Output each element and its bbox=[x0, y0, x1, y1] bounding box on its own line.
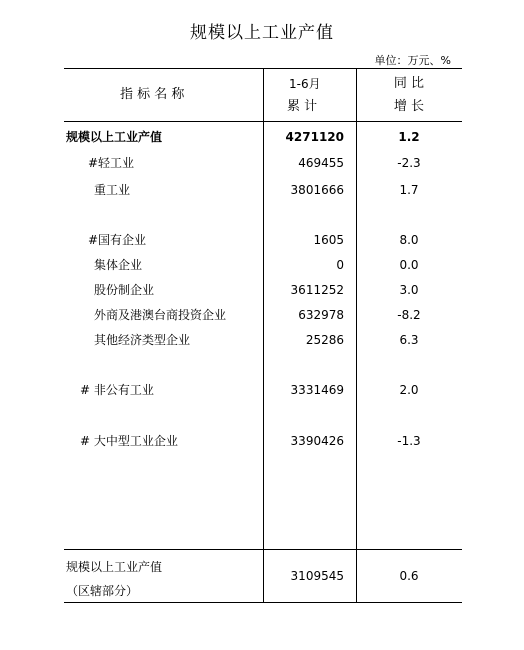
row-label: 集体企业 bbox=[94, 258, 143, 272]
unit-label: 单位：万元、% bbox=[374, 54, 451, 67]
column-divider-2 bbox=[356, 68, 357, 602]
row-cumulative: 3801666 bbox=[290, 183, 344, 197]
row-label: # 非公有工业 bbox=[80, 383, 154, 397]
header-growth-line2: 增 长 bbox=[393, 99, 425, 114]
row-growth: 1.7 bbox=[399, 183, 419, 197]
row-cumulative: 4271120 bbox=[285, 130, 344, 144]
row-growth: -8.2 bbox=[397, 308, 421, 322]
footer-label-line1: 规模以上工业产值 bbox=[66, 560, 163, 574]
row-label: 股份制企业 bbox=[94, 283, 155, 297]
row-cumulative: 1605 bbox=[313, 233, 344, 247]
row-growth: -2.3 bbox=[397, 156, 421, 170]
row-label: # 大中型工业企业 bbox=[80, 434, 178, 448]
header-cumulative-line2: 累 计 bbox=[287, 99, 318, 114]
footer-label-line2: （区辖部分） bbox=[66, 584, 139, 598]
row-growth: 1.2 bbox=[398, 130, 420, 144]
row-growth: 3.0 bbox=[399, 283, 419, 297]
page-title: 规模以上工业产值 bbox=[190, 23, 334, 43]
row-growth: 6.3 bbox=[399, 333, 419, 347]
row-cumulative: 469455 bbox=[298, 156, 344, 170]
row-growth: 2.0 bbox=[399, 383, 419, 397]
row-label: 其他经济类型企业 bbox=[94, 333, 191, 347]
row-cumulative: 25286 bbox=[305, 333, 344, 347]
row-label: 重工业 bbox=[94, 183, 131, 197]
row-label: #轻工业 bbox=[88, 156, 135, 170]
header-growth-line1: 同 比 bbox=[393, 76, 425, 91]
row-growth: 0.0 bbox=[399, 258, 419, 272]
header-cumulative-line1: 1-6月 bbox=[289, 77, 321, 91]
row-cumulative: 0 bbox=[336, 258, 344, 272]
footer-growth: 0.6 bbox=[399, 569, 419, 583]
row-label: 规模以上工业产值 bbox=[66, 130, 163, 144]
row-growth: 8.0 bbox=[399, 233, 419, 247]
row-cumulative: 3331469 bbox=[290, 383, 344, 397]
header-indicator-name: 指 标 名 称 bbox=[120, 87, 185, 102]
row-label: #国有企业 bbox=[88, 233, 147, 247]
row-growth: -1.3 bbox=[397, 434, 421, 448]
row-cumulative: 3611252 bbox=[290, 283, 344, 297]
table-bottom-border bbox=[64, 602, 462, 603]
footer-cumulative: 3109545 bbox=[290, 569, 344, 583]
row-label: 外商及港澳台商投资企业 bbox=[94, 308, 227, 322]
row-cumulative: 632978 bbox=[298, 308, 344, 322]
row-cumulative: 3390426 bbox=[290, 434, 344, 448]
